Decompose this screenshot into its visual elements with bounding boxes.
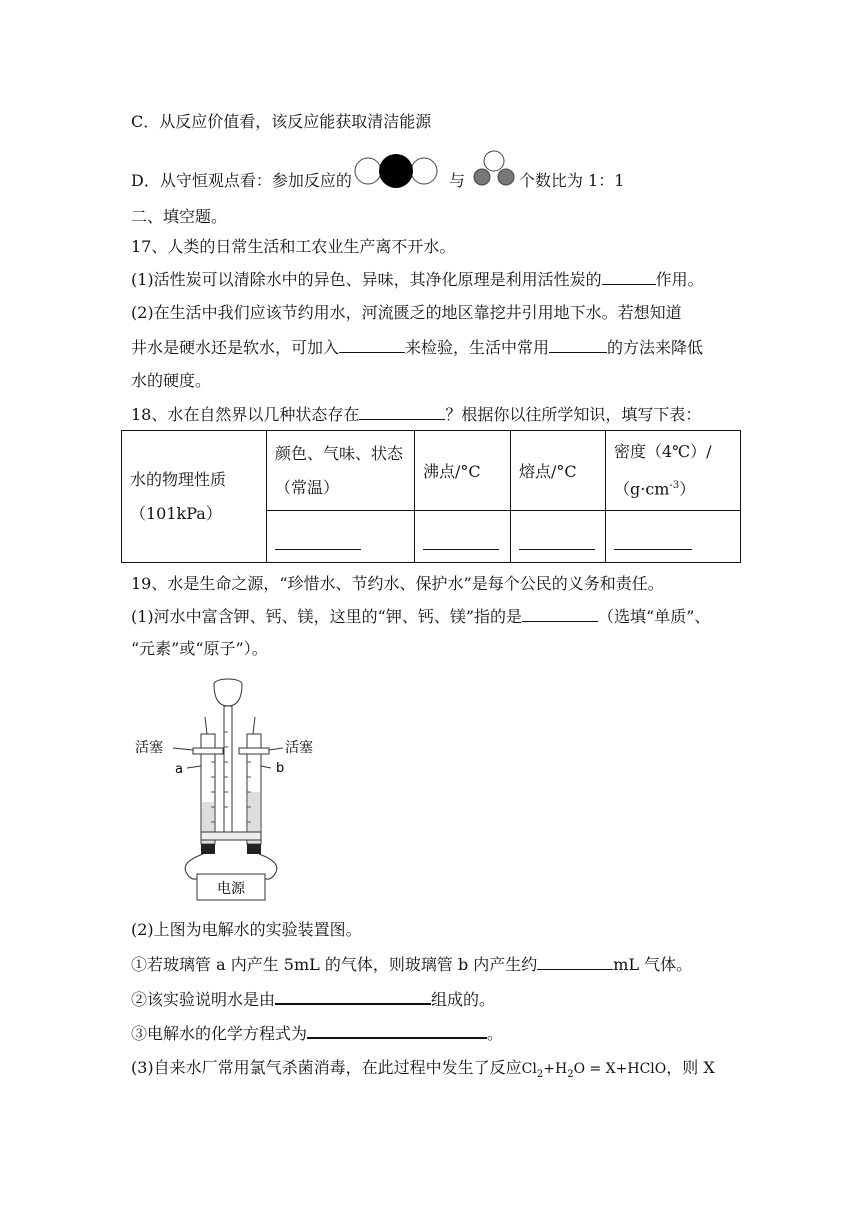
q19-part1-line1: (1)河水中富含钾、钙、镁，这里的“钾、钙、镁”指的是 （选填“单质”、 xyxy=(131,607,711,626)
section-title: 二、填空题。 xyxy=(131,207,228,226)
molecule-h2o-icon xyxy=(469,149,519,189)
answer-blank[interactable] xyxy=(602,268,656,285)
option-d-mid: 与 xyxy=(448,171,465,190)
col-density: 密度（4℃）/ $(g\cdot cm^{-3})$ xyxy=(606,431,741,511)
q17-part2-line3: 水的硬度。 xyxy=(131,371,212,390)
row-header: 水的物理性质 （101kPa） xyxy=(122,431,267,563)
col-color-smell-state: 颜色、气味、状态 （常温） xyxy=(267,431,415,511)
q19-part2-2: ②该实验说明水是由 组成的。 xyxy=(131,987,495,1011)
answer-blank[interactable] xyxy=(307,1021,487,1039)
q19-part2: (2)上图为电解水的实验装置图。 xyxy=(131,920,362,939)
answer-blank[interactable] xyxy=(549,336,607,353)
option-d-suffix: 个数比为 1：1 xyxy=(518,171,625,190)
answer-blank[interactable] xyxy=(275,987,431,1005)
col-boiling-point: 沸点/°C xyxy=(415,431,511,511)
reaction-formula: $Cl_2+H_2O$ = X+HClO xyxy=(521,1061,667,1080)
option-c: C．从反应价值看，该反应能获取清洁能源 xyxy=(131,112,432,131)
option-d xyxy=(131,170,624,192)
col-melting-point: 熔点/°C xyxy=(511,431,606,511)
tube-b-label: b xyxy=(276,761,285,776)
q17-part2-line2: 井水是硬水还是软水，可加入 来检验，生活中常用 的方法来降低 xyxy=(131,338,704,357)
tube-a-label: a xyxy=(175,762,183,777)
q19-part3: (3)自来水厂常用氯气杀菌消毒，在此过程中发生了反应$Cl_2+H_2O$ = X+HClO，则 X xyxy=(131,1058,715,1080)
electrolysis-apparatus-figure xyxy=(131,672,331,902)
q18-stem: 18、水在自然界以几种状态存在 ？根据你以往所学知识，填写下表： xyxy=(131,405,702,424)
q19-part2-1: ①若玻璃管 a 内产生 5mL 的气体，则玻璃管 b 内产生约 mL 气体。 xyxy=(131,955,693,974)
q17-part1: (1)活性炭可以清除水中的异色、异味，其净化原理是利用活性炭的 作用。 xyxy=(131,270,704,289)
q19-part1-line2: “元素”或“原子”）。 xyxy=(131,639,268,658)
stopcock-label-left: 活塞 xyxy=(135,740,163,756)
molecule-co2-icon xyxy=(352,153,440,189)
answer-blank[interactable] xyxy=(339,336,405,353)
answer-blank[interactable] xyxy=(522,605,598,622)
option-d-prefix: D．从守恒观点看：参加反应的 xyxy=(131,171,352,190)
q19-part2-3: ③电解水的化学方程式为 。 xyxy=(131,1021,503,1045)
answer-blank[interactable] xyxy=(359,403,445,420)
answer-cell[interactable] xyxy=(606,511,741,563)
physical-properties-table xyxy=(121,430,741,563)
stopcock-label-right: 活塞 xyxy=(285,740,313,756)
answer-blank[interactable] xyxy=(537,953,613,970)
power-source-label: 电源 xyxy=(217,881,245,897)
q19-stem: 19、水是生命之源，“珍惜水、节约水、保护水”是每个公民的义务和责任。 xyxy=(131,574,664,593)
answer-cell[interactable] xyxy=(267,511,415,563)
q17-part2-line1: (2)在生活中我们应该节约用水，河流匮乏的地区靠挖井引用地下水。若想知道 xyxy=(131,303,682,322)
answer-cell[interactable] xyxy=(415,511,511,563)
answer-cell[interactable] xyxy=(511,511,606,563)
q17-stem: 17、人类的日常生活和工农业生产离不开水。 xyxy=(131,237,456,256)
